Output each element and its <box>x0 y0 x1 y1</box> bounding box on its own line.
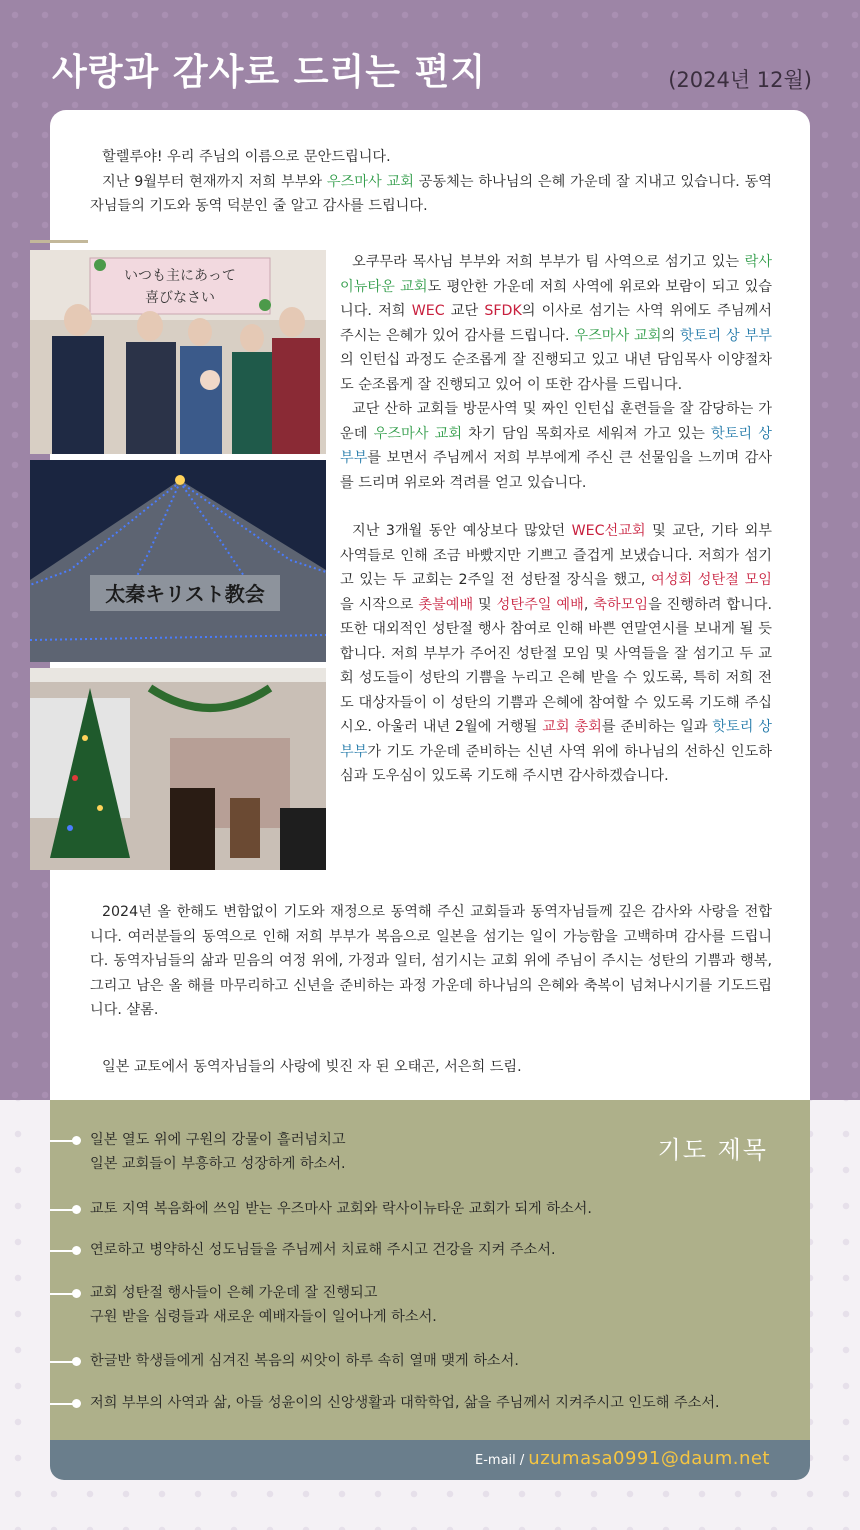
christmas-paragraph: 지난 3개월 동안 예상보다 많았던 WEC선교회 및 교단, 기타 외부 사역들로 인해 조금 바빴지만 기쁘고 즐겁게 보냈습니다. 저희가 섬기고 있는 두 교회는 2주일 전 성탄절 장식을 했고, 여성회 성탄절 모임을 시작으로 촛불예배 및 성탄주일 예배, 축하모임을 진행하려 합니다. 또한 대외적인 성탄절 행사 참여로 인해 바쁜 연말연시를 보내게 될 듯합니다. 저희 부부가 주어진 성탄절 모임 및 사역들을 잘 섬기고 두 교회 성도들이 성탄의 기쁨을 누리고 은혜 받을 수 있도록, 특히 저희 전도 대상자들이 이 성탄의 기쁨과 은혜에 참여할 수 있도록 기도해 주십시오. 아울러 내년 2월에 거행될 교회 총회를 준비하는 일과 핫토리 상 부부가 기도 가운데 준비하는 신년 사역 위에 하나님의 선하신 인도하심과 도우심이 있도록 기도해 주시면 감사하겠습니다. <box>340 523 773 784</box>
prayer-item: 교토 지역 복음화에 쓰임 받는 우즈마사 교회와 락사이뉴타운 교회가 되게 하소서. <box>90 1201 592 1217</box>
prayer-item: 연로하고 병약하신 성도님들을 주님께서 치료해 주시고 건강을 지켜 주소서. <box>90 1242 556 1258</box>
bullet-icon <box>72 1357 81 1366</box>
email-block <box>475 1448 770 1469</box>
prayer-section <box>50 1100 810 1440</box>
page-title: 사랑과 감사로 드리는 편지 <box>52 52 487 93</box>
bullet-icon <box>72 1205 81 1214</box>
bullet-icon <box>72 1136 81 1145</box>
intro-paragraph <box>90 145 772 219</box>
divider <box>30 240 88 243</box>
prayer-item: 교회 성탄절 행사들이 은혜 가운데 잘 진행되고 구원 받을 심령들과 새로운 예배자들이 일어나게 하소서. <box>90 1285 437 1325</box>
email-link[interactable]: uzumasa0991@daum.net <box>528 1448 770 1469</box>
church-lights-photo <box>30 460 326 662</box>
signature: 일본 교토에서 동역자님들의 사랑에 빚진 자 된 오태곤, 서은희 드림. <box>102 1059 522 1075</box>
group-photo <box>30 250 326 454</box>
thanks-paragraph: 2024년 올 한해도 변함없이 기도와 재정으로 동역해 주신 교회들과 동역자님들께 깊은 감사와 사랑을 전합니다. 여러분들의 동역으로 인해 저희 부부가 복음으로 일본을 섬기는 일이 가능함을 고백하며 감사를 드립니다. 동역자님들의 삶과 믿음의 여정 위에, 가정과 일터, 섬기시는 교회 위에 주님이 주시는 성탄의 기쁨과 행복, 그리고 남은 올 해를 마무리하고 신년을 준비하는 과정 가운데 하나님의 은혜와 축복이 넘쳐나시기를 기도드립니다. 샬롬. <box>90 904 772 1018</box>
banner-line-2: 喜びなさい <box>145 290 215 306</box>
intro-body: 지난 9월부터 현재까지 저희 부부와 우즈마사 교회 공동체는 하나님의 은혜 가운데 잘 지내고 있습니다. 동역자님들의 기도와 동역 덕분인 줄 알고 감사를 드립니다. <box>90 173 772 214</box>
footer <box>50 1440 810 1480</box>
banner-line-1: いつも主にあって <box>124 268 236 284</box>
church-sign: 太秦キリスト教会 <box>105 582 265 606</box>
bullet-icon <box>72 1289 81 1298</box>
prayer-item: 일본 열도 위에 구원의 강물이 흘러넘치고 일본 교회들이 부흥하고 성장하게 하소서. <box>90 1132 346 1172</box>
prayer-title: 기도 제목 <box>657 1136 768 1164</box>
ministry-paragraph-1: 오쿠무라 목사님 부부와 저희 부부가 팀 사역으로 섬기고 있는 락사이뉴타운 교회도 평안한 가운데 저희 사역에 위로와 보람이 되고 있습니다. 저희 WEC 교단 SFDK의 이사로 섬기는 사역 위에도 주님께서 주시는 은혜가 있어 감사를 드립니다. 우즈마사 교회의 핫토리 상 부부의 인턴십 과정도 순조롭게 잘 진행되고 있고 내년 담임목사 이양절차도 순조롭게 잘 진행되고 있어 이 또한 감사를 드립니다. <box>340 254 772 393</box>
greeting: 할렐루야! 우리 주님의 이름으로 문안드립니다. <box>102 149 391 165</box>
prayer-item: 한글반 학생들에게 심겨진 복음의 씨앗이 하루 속히 열매 맺게 하소서. <box>90 1353 519 1369</box>
bullet-icon <box>72 1399 81 1408</box>
ministry-paragraph-2: 교단 산하 교회들 방문사역 및 짜인 인턴십 훈련들을 잘 감당하는 가운데 우즈마사 교회 차기 담임 목회자로 세워져 가고 있는 핫토리 상 부부를 보면서 주님께서 저희 부부에게 주신 큰 선물임을 느끼며 감사를 드리며 위로와 격려를 얻고 있습니다. <box>340 401 772 491</box>
letter-date: (2024년 12월) <box>668 68 812 92</box>
christmas-tree-photo <box>30 668 326 870</box>
ministry-update <box>340 250 772 789</box>
bullet-icon <box>72 1246 81 1255</box>
prayer-item: 저희 부부의 사역과 삶, 아들 성윤이의 신앙생활과 대학학업, 삶을 주님께서 지켜주시고 인도해 주소서. <box>90 1395 720 1411</box>
email-label: E-mail / <box>475 1453 525 1468</box>
